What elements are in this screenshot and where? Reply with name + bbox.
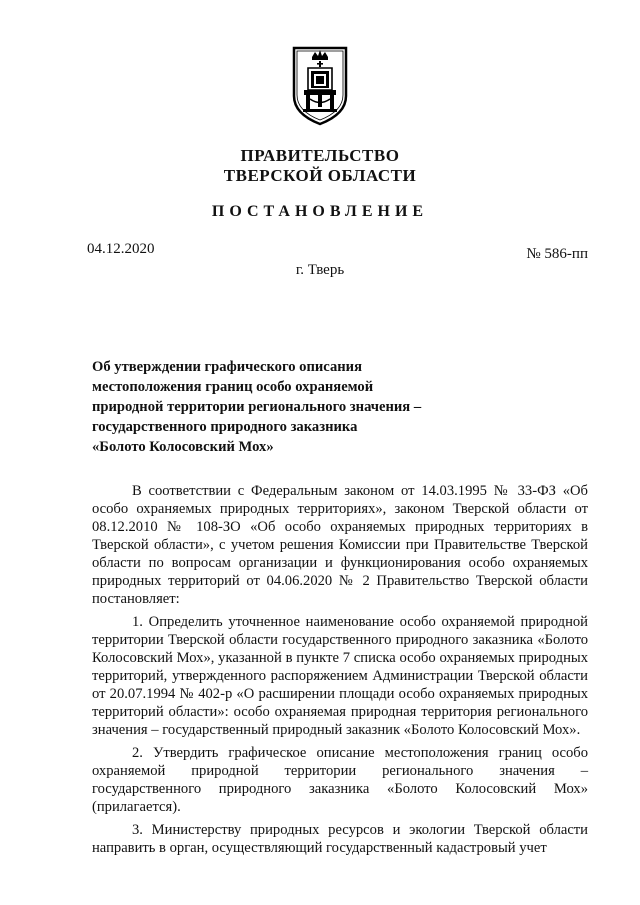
- government-title-line2: ТВЕРСКОЙ ОБЛАСТИ: [223, 166, 417, 185]
- coat-of-arms-icon: [290, 44, 350, 126]
- clause-2-paragraph: 2. Утвердить графическое описание местоположения границ особо охраняемой природной территории регионального значения – государственного природного заказника «Болото Колосовский Мох» (прилагается).: [92, 745, 588, 815]
- subject-line: местоположения границ особо охраняемой: [92, 379, 374, 395]
- document-number: № 586-пп: [526, 246, 588, 262]
- clause-1-paragraph: 1. Определить уточненное наименование особо охраняемой природной территории Тверской области государственного природного заказника «Болото Колосовский Мох», указанной в пункте 7 списка особо охраняемых природных территорий, утвержденного распоряжением Администрации Тверской области от 20.07.1994 № 402-р «О расширении площади особо охраняемых природных территорий области»: особо охраняемая природная территория регионального значения – государственный природный заказник «Болото Колосовский Мох».: [92, 614, 588, 738]
- subject-line: природной территории регионального значения –: [92, 399, 422, 415]
- document-subject: [92, 357, 452, 457]
- subject-line: государственного природного заказника: [92, 419, 358, 435]
- government-title-line1: ПРАВИТЕЛЬСТВО: [240, 146, 400, 165]
- subject-line: «Болото Колосовский Мох»: [92, 439, 274, 455]
- document-date: 04.12.2020: [87, 241, 155, 257]
- document-city: г. Тверь: [295, 262, 345, 278]
- clause-3-paragraph: 3. Министерству природных ресурсов и экологии Тверской области направить в орган, осуществляющий государственный кадастровый учет: [92, 822, 588, 856]
- subject-line: Об утверждении графического описания: [92, 359, 362, 375]
- document-body: [92, 482, 588, 857]
- preamble-paragraph: В соответствии с Федеральным законом от 14.03.1995 № 33-ФЗ «Об особо охраняемых природных территориях», законом Тверской области от 08.12.2010 № 108-ЗО «Об особо охраняемых природных территориях в Тверской области», с учетом решения Комиссии при Правительстве Тверской области по вопросам организации и функционирования особо охраняемых природных территорий от 04.06.2020 № 2 Правительство Тверской области постановляет:: [92, 483, 588, 607]
- document-type: ПОСТАНОВЛЕНИЕ: [211, 203, 429, 220]
